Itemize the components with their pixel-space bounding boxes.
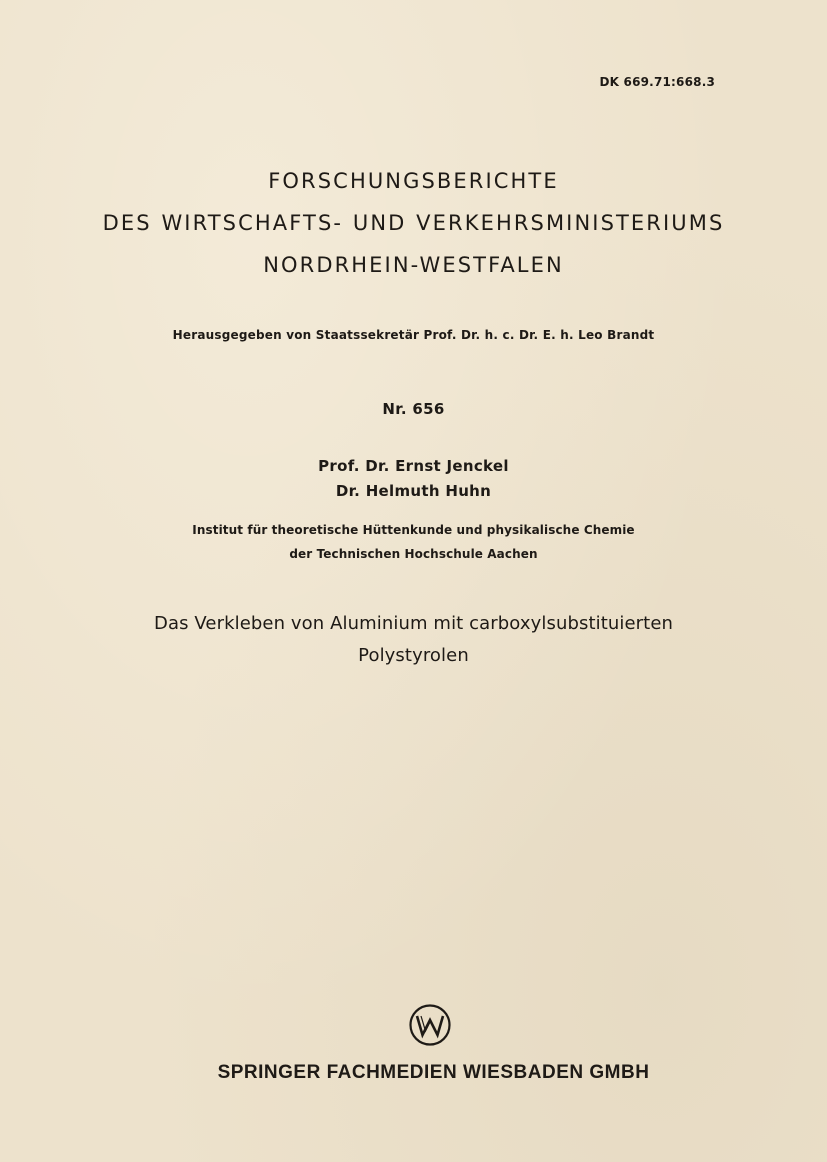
institute-line-1: Institut für theoretische Hüttenkunde und physikalische Chemie <box>192 523 635 537</box>
volume-number: Nr. 656 <box>382 400 445 418</box>
publisher-name: SPRINGER FACHMEDIEN WIESBADEN GMBH <box>217 1062 650 1083</box>
springer-w-circle-icon <box>409 1004 451 1046</box>
series-title <box>0 160 827 286</box>
authors <box>0 454 827 504</box>
series-title-line-1: FORSCHUNGSBERICHTE <box>268 169 559 193</box>
classification-number: DK 669.71:668.3 <box>599 75 715 89</box>
book-title-line-1: Das Verkleben von Aluminium mit carboxylsubstituierten <box>154 613 673 634</box>
author-1: Prof. Dr. Ernst Jenckel <box>318 457 509 475</box>
series-title-line-3: NORDRHEIN-WESTFALEN <box>263 253 564 277</box>
series-title-line-2: DES WIRTSCHAFTS- UND VERKEHRSMINISTERIUMS <box>102 211 725 235</box>
institute <box>0 518 827 566</box>
author-2: Dr. Helmuth Huhn <box>335 482 492 500</box>
institute-line-2: der Technischen Hochschule Aachen <box>289 547 538 561</box>
editor-line: Herausgegeben von Staatssekretär Prof. Dr. h. c. Dr. E. h. Leo Brandt <box>172 328 655 342</box>
book-title-line-2: Polystyrolen <box>358 645 469 666</box>
book-title <box>0 608 827 672</box>
